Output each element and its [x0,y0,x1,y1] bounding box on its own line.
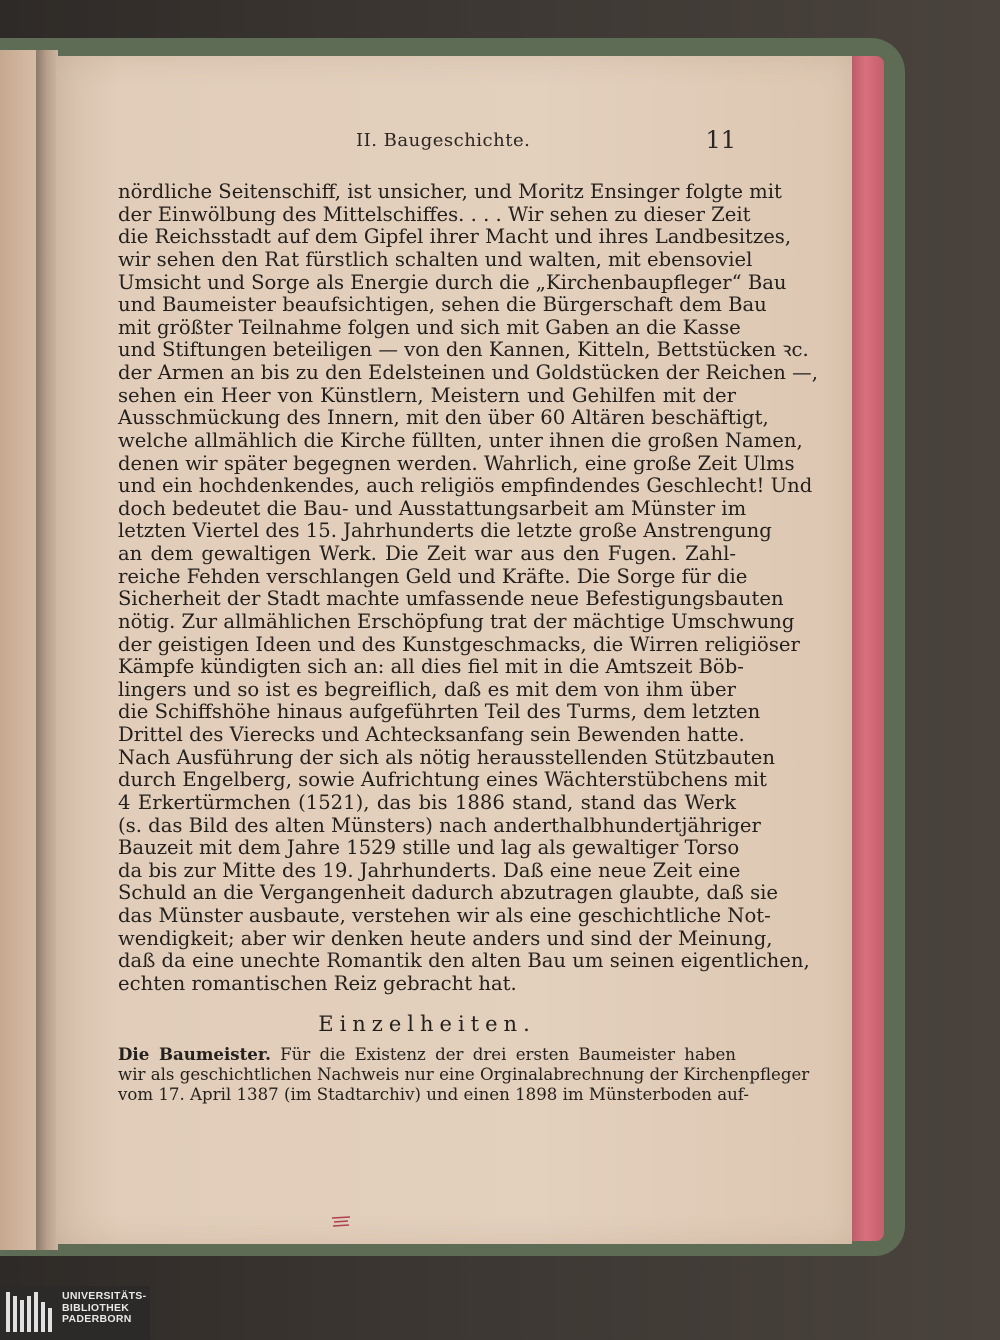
text-line: Kämpfe kündigten sich an: all dies fiel mit in die Amtszeit Böb- [118,655,744,679]
text-line: doch bedeutet die Bau- und Ausstattungsarbeit am Münster im [118,496,747,520]
text-line: lingers und so ist es begreiflich, daß es mit dem von ihm über [118,677,736,701]
running-title: II. Baugeschichte. [356,130,531,151]
text-line: echten romantischen Reiz gebracht hat. [118,971,517,995]
text-line: und ein hochdenkendes, auch religiös empfindendes Geschlecht! Und [118,474,813,498]
text-line: sehen ein Heer von Künstlern, Meistern und Gehilfen mit der [118,383,736,407]
text-line: mit größter Teilnahme folgen und sich mit Gaben an die Kasse [118,315,741,339]
text-line: Ausschmückung des Innern, mit den über 60 Altären beschäftigt, [118,406,769,430]
text-line: und Baumeister beaufsichtigen, sehen die Bürgerschaft dem Bau [118,293,767,317]
text-line: wir sehen den Rat fürstlich schalten und walten, mit ebensoviel [118,247,753,271]
section-line: vom 17. April 1387 (im Stadtarchiv) und einen 1898 im Münsterboden auf- [118,1085,749,1104]
section-lead: Die Baumeister. [118,1044,271,1064]
left-page-edge [0,50,38,1250]
section-first-line-rest: Für die Existenz der drei ersten Baumeister haben [270,1045,736,1064]
text-line: denen wir später begegnen werden. Wahrlich, eine große Zeit Ulms [118,451,795,475]
section-heading: Einzelheiten. [318,1012,536,1036]
text-line: durch Engelberg, sowie Aufrichtung eines Wächterstübchens mit [118,768,767,792]
text-line: der Einwölbung des Mittelschiffes. . . . Wir sehen zu dieser Zeit [118,202,751,226]
logo-line: UNIVERSITÄTS- [62,1290,147,1302]
library-logo-text [62,1291,146,1326]
main-text-block [118,180,818,996]
text-line: der Armen an bis zu den Edelsteinen und Goldstücken der Reichen —, [118,361,818,384]
logo-line: BIBLIOTHEK [62,1301,130,1314]
text-line: die Reichsstadt auf dem Gipfel ihrer Macht und ihres Landbesitzes, [118,225,792,249]
text-line: reiche Fehden verschlangen Geld und Kräfte. Die Sorge für die [118,564,748,588]
text-line: Bauzeit mit dem Jahre 1529 stille und lag als gewaltiger Torso [118,836,740,860]
page-header [56,126,736,158]
section-line: wir als geschichtlichen Nachweis nur eine Orginalabrechnung der Kirchenpfleger [118,1064,810,1084]
text-line: Schuld an die Vergangenheit dadurch abzutragen glaubte, daß sie [118,881,779,905]
text-line: Sicherheit der Stadt machte umfassende neue Befestigungsbauten [118,587,784,611]
text-line: nördliche Seitenschiff, ist unsicher, und Moritz Ensinger folgte mit [118,180,782,203]
text-line: die Schiffshöhe hinaus aufgeführten Teil des Turms, dem letzten [118,700,761,724]
text-line: und Stiftungen beteiligen — von den Kannen, Kitteln, Bettstücken ꝛc. [118,338,809,362]
text-line: das Münster ausbaute, verstehen wir als eine geschichtliche Not- [118,904,771,927]
page-edge-red [850,56,884,1241]
text-line: welche allmählich die Kirche füllten, unter ihnen die großen Namen, [118,428,803,452]
section-text-block [118,1044,810,1106]
text-line: Drittel des Vierecks und Achtecksanfang sein Bewenden hatte. [118,723,745,746]
text-line: Nach Ausführung der sich als nötig herausstellenden Stützbauten [118,745,776,769]
text-line: nötig. Zur allmählichen Erschöpfung trat der mächtige Umschwung [118,609,795,633]
logo-line: PADERBORN [62,1313,132,1325]
book-gutter [36,50,58,1250]
text-line: an dem gewaltigen Werk. Die Zeit war aus den Fugen. Zahl- [118,542,736,565]
section-first-line [118,1044,736,1065]
page-mark [330,1214,352,1228]
page-number: 11 [705,126,736,154]
text-line: der geistigen Ideen und des Kunstgeschmacks, die Wirren religiöser [118,632,800,656]
text-line: letzten Viertel des 15. Jahrhunderts die letzte große Anstrengung [118,519,772,543]
text-line: (s. das Bild des alten Münsters) nach anderthalbhundertjähriger [118,813,761,837]
text-line: Umsicht und Sorge als Energie durch die „Kirchenbaupfleger“ Bau [118,270,787,294]
text-line: da bis zur Mitte des 19. Jahrhunderts. Daß eine neue Zeit eine [118,858,741,882]
text-line: daß da eine unechte Romantik den alten Bau um seinen eigentlichen, [118,949,810,973]
text-line: 4 Erkertürmchen (1521), das bis 1886 stand, stand das Werk [118,790,736,814]
text-line: wendigkeit; aber wir denken heute anders und sind der Meinung, [118,926,773,950]
